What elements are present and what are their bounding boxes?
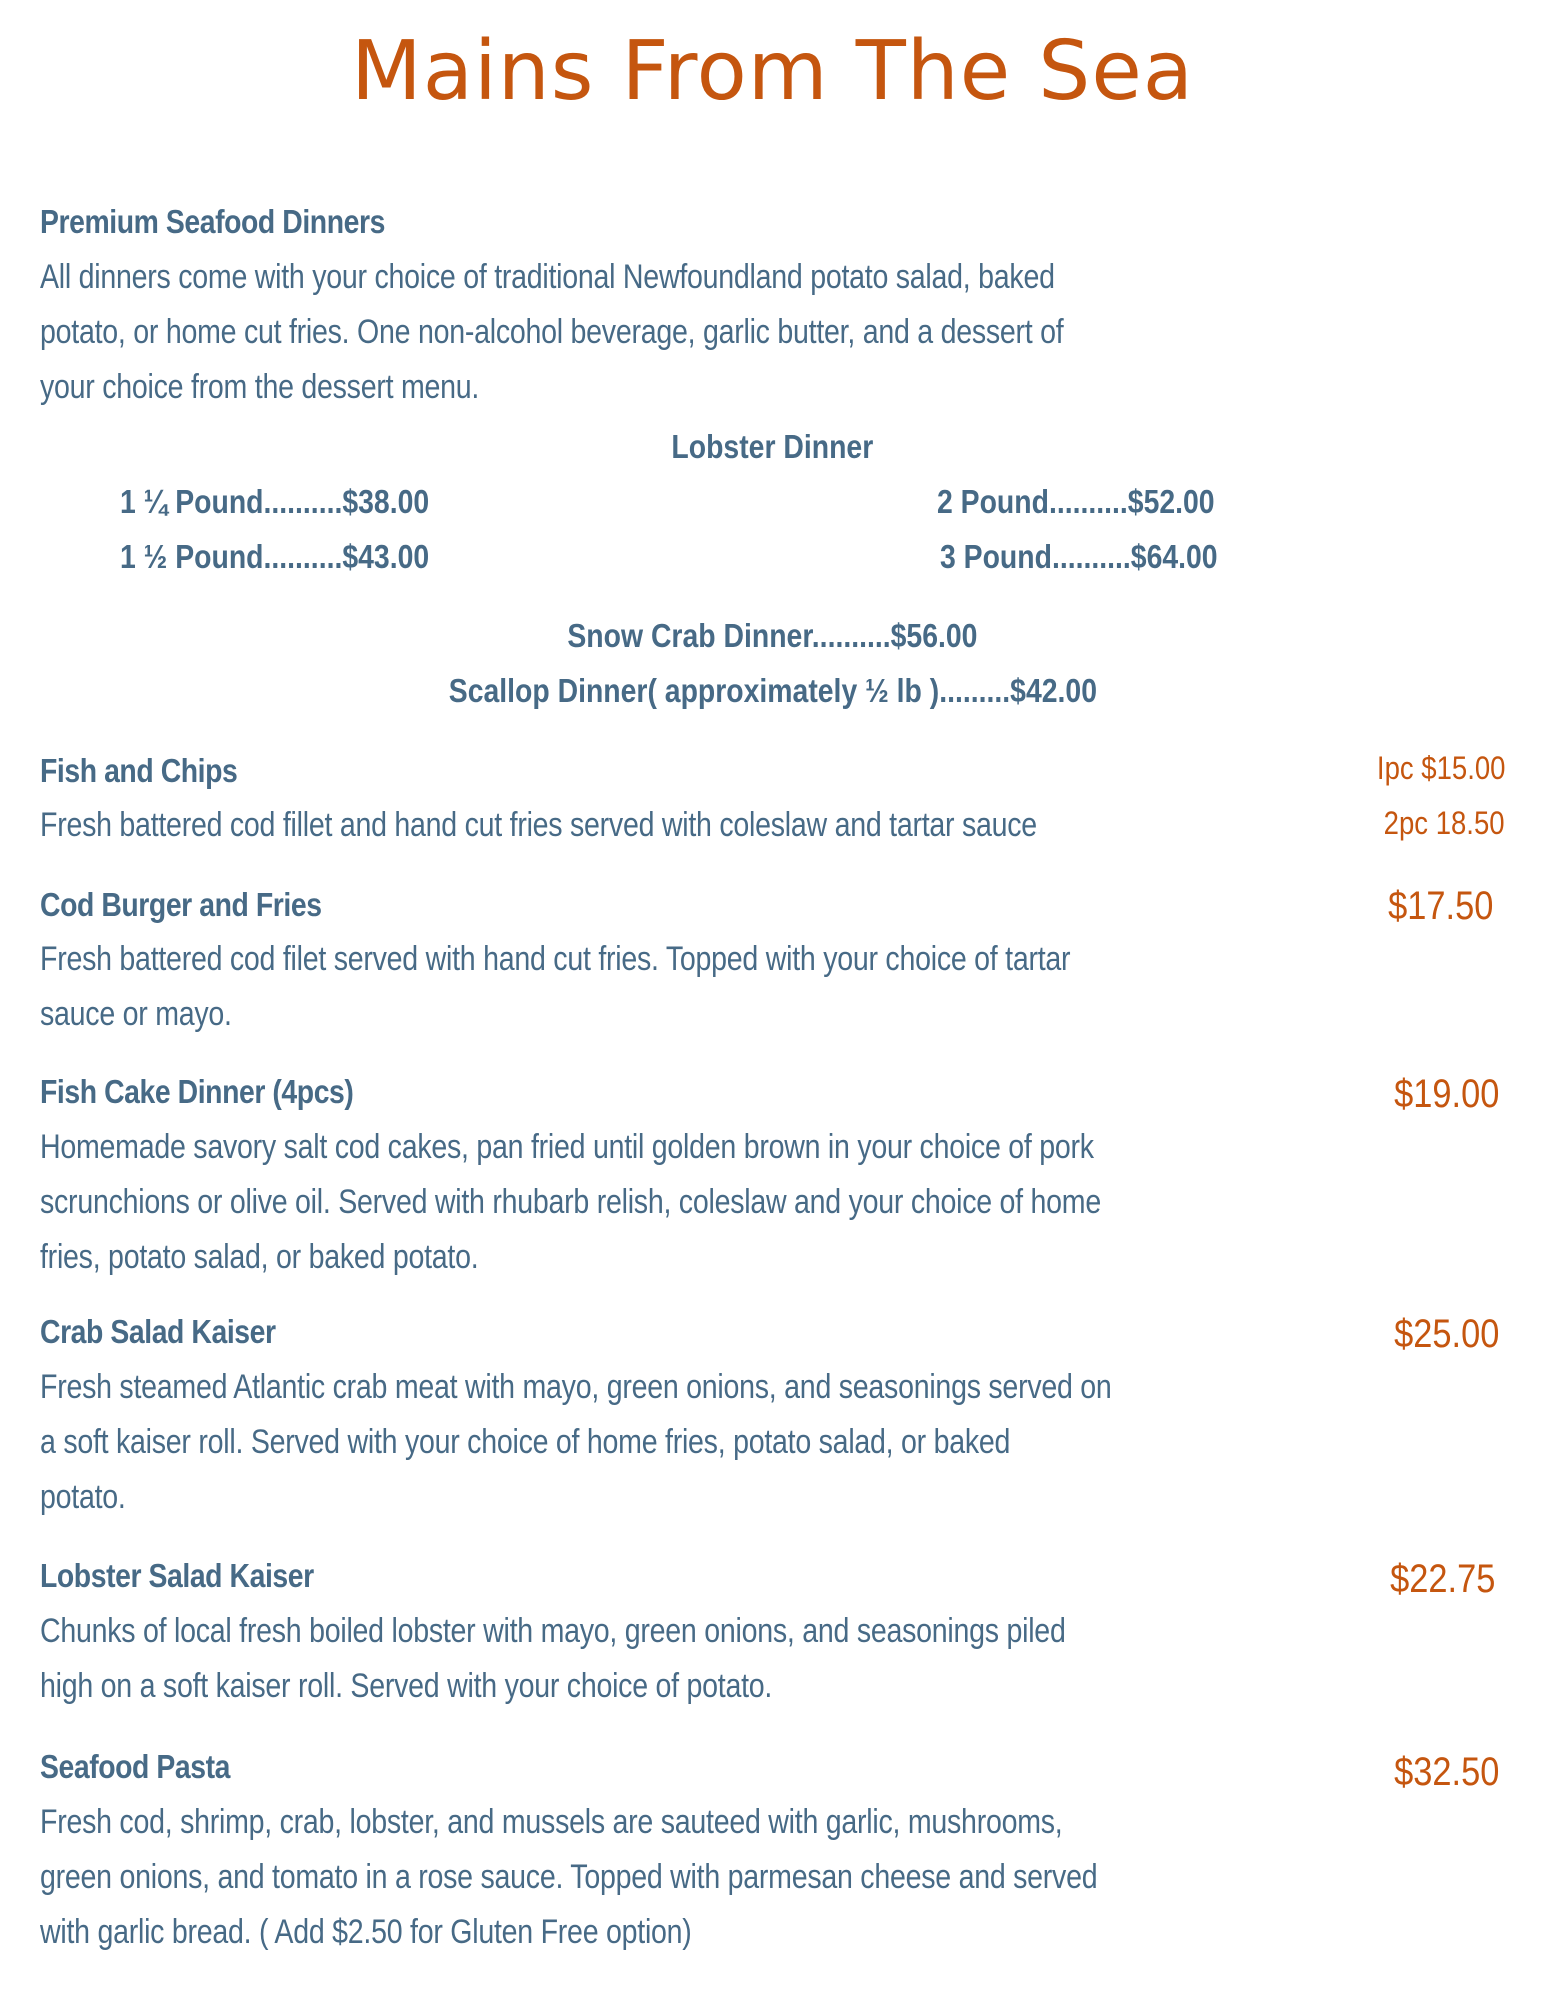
item-description-line: Fresh cod, shrimp, crab, lobster, and mussels are sauteed with garlic, mushrooms, [40, 1803, 1063, 1841]
item-description-line: Fresh battered cod fillet and hand cut fries served with coleslaw and tartar sauce [40, 806, 1037, 844]
item-description-line: a soft kaiser roll. Served with your choice of home fries, potato salad, or baked [40, 1423, 1011, 1461]
item-description-line: high on a soft kaiser roll. Served with your choice of potato. [40, 1667, 773, 1705]
item-description-line: sauce or mayo. [40, 995, 232, 1033]
lobster-dinner-heading [0, 428, 1545, 466]
item-price: $32.50 [1393, 1750, 1499, 1794]
lobster-option-3lb: 3 Pound..........$64.00 [940, 538, 1218, 575]
item-price: $25.00 [1393, 1312, 1499, 1356]
item-price-1pc: Ipc $15.00 [1376, 750, 1505, 786]
item-price-2pc: 2pc 18.50 [1384, 805, 1505, 841]
item-description-line: scrunchions or olive oil. Served with rhubarb relish, coleslaw and your choice of home [40, 1183, 1101, 1221]
item-description-line: fries, potato salad, or baked potato. [40, 1238, 479, 1276]
premium-description-line: potato, or home cut fries. One non-alcohol beverage, garlic butter, and a dessert of [40, 313, 1064, 351]
lobster-option-1-25lb: 1 ¼ Pound..........$38.00 [120, 483, 430, 520]
lobster-option-2lb: 2 Pound..........$52.00 [937, 483, 1215, 520]
snow-crab-dinner [0, 617, 1545, 655]
item-description-line: Chunks of local fresh boiled lobster with mayo, green onions, and seasonings piled [40, 1612, 1066, 1650]
scallop-dinner-text: Scallop Dinner( approximately ½ lb ).........$42.00 [448, 672, 1097, 709]
item-description-line: with garlic bread. ( Add $2.50 for Gluten Free option) [40, 1913, 692, 1951]
item-description-line: Fresh steamed Atlantic crab meat with mayo, green onions, and seasonings served on [40, 1368, 1112, 1406]
item-description-line: Fresh battered cod filet served with hand cut fries. Topped with your choice of tartar [40, 940, 1071, 978]
lobster-option-1-5lb: 1 ½ Pound..........$43.00 [120, 538, 430, 575]
item-description-line: green onions, and tomato in a rose sauce. Topped with parmesan cheese and served [40, 1858, 1098, 1896]
item-name: Cod Burger and Fries [40, 886, 322, 923]
item-name: Lobster Salad Kaiser [40, 1557, 314, 1594]
item-description-line: potato. [40, 1478, 126, 1516]
item-price: $17.50 [1387, 884, 1493, 928]
item-price: $19.00 [1393, 1072, 1499, 1116]
item-name: Fish Cake Dinner (4pcs) [40, 1073, 354, 1110]
page-title: Mains From The Sea [350, 24, 1195, 119]
item-description-line: Homemade savory salt cod cakes, pan fried until golden brown in your choice of pork [40, 1128, 1094, 1166]
premium-description-line: your choice from the dessert menu. [40, 368, 480, 406]
scallop-dinner [0, 672, 1545, 710]
lobster-dinner-heading-text: Lobster Dinner [671, 428, 874, 465]
item-name: Fish and Chips [40, 752, 238, 789]
item-name: Crab Salad Kaiser [40, 1313, 276, 1350]
item-name: Seafood Pasta [40, 1748, 230, 1785]
premium-heading: Premium Seafood Dinners [40, 203, 385, 240]
item-price: $22.75 [1389, 1557, 1495, 1601]
snow-crab-dinner-text: Snow Crab Dinner..........$56.00 [567, 617, 978, 654]
premium-description-line: All dinners come with your choice of traditional Newfoundland potato salad, baked [40, 258, 1055, 296]
